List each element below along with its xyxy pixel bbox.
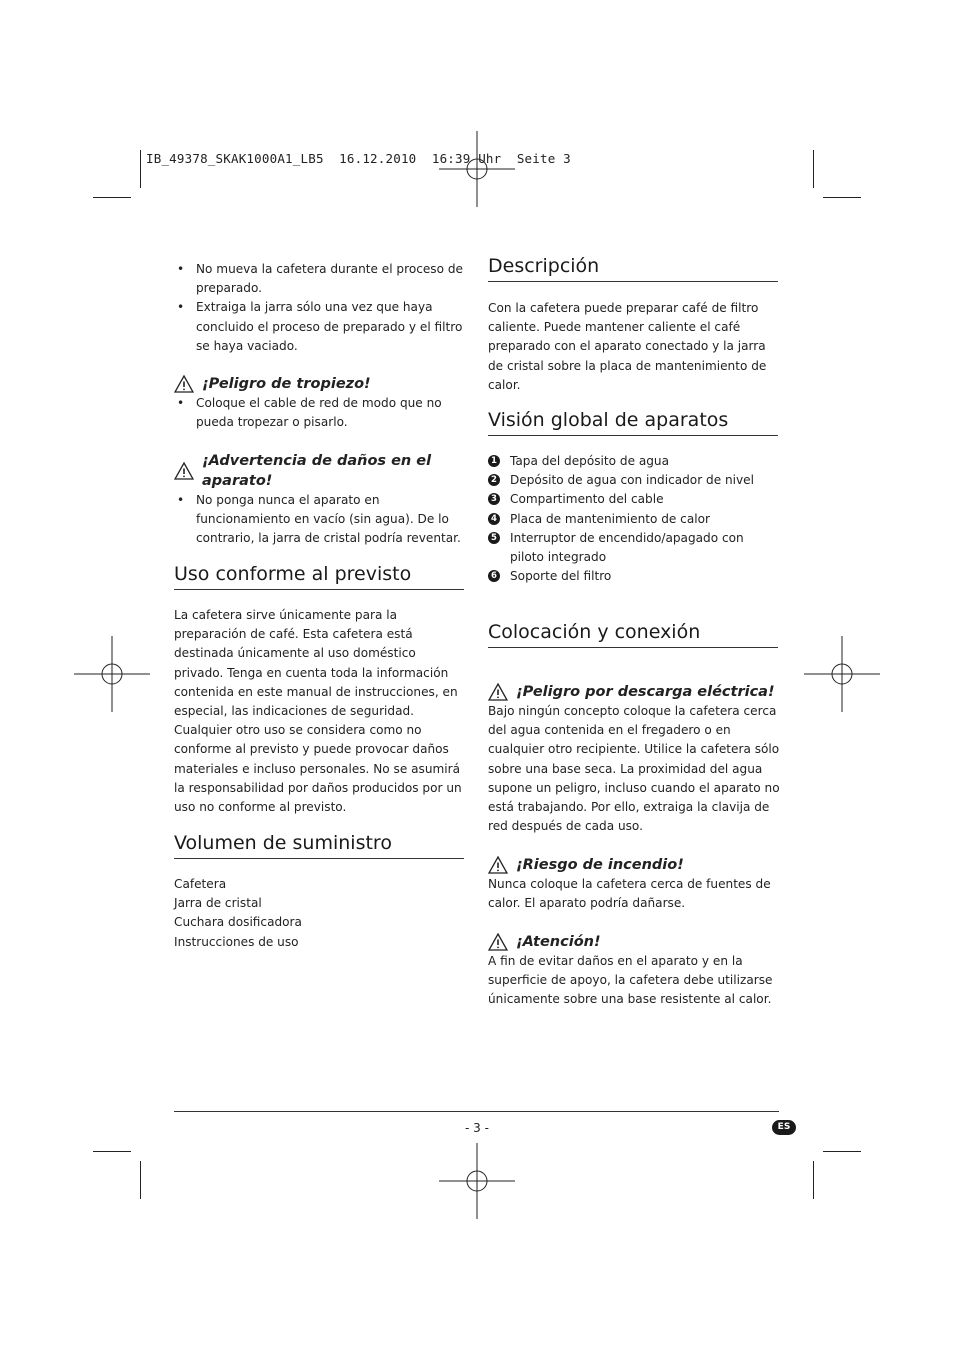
warning-fire (488, 855, 780, 913)
list-item: • No ponga nunca el aparato en funcionamiento en vacío (sin agua). De lo contrario, la jarra de cristal podría reventar. (177, 493, 461, 546)
number-badge: 6 (488, 570, 500, 582)
warning-paragraph: Bajo ningún concepto coloque la cafetera cerca del agua contenida en el fregadero o en cualquier otro recipiente. Utilice la cafetera sólo sobre una base seca. La proximidad del agua supone un peligro, incluso cuando el aparato no está trabajando. Por ello, extraiga la clavija de red después de cada uso. (488, 704, 780, 834)
number-badge: 1 (488, 455, 500, 467)
list-item: Jarra de cristal (174, 896, 262, 911)
warning-attention (488, 932, 780, 1010)
print-slug: IB_49378_SKAK1000A1_LB5 16.12.2010 16:39 Uhr Seite 3 (146, 151, 571, 166)
list-item: 4 Placa de mantenimiento de calor (488, 510, 780, 529)
section-heading-colocacion: Colocación y conexión (488, 620, 778, 648)
warning-triangle-icon (174, 462, 194, 480)
volumen-list (174, 875, 466, 952)
warning-paragraph: Nunca coloque la cafetera cerca de fuentes de calor. El aparato podría dañarse. (488, 877, 771, 911)
descripcion-text-block (488, 299, 780, 395)
uso-text-block (174, 606, 464, 817)
left-column (174, 260, 466, 356)
list-item: 6 Soporte del filtro (488, 567, 780, 586)
section-heading-uso: Uso conforme al previsto (174, 562, 464, 590)
list-item: 1 Tapa del depósito de agua (488, 452, 780, 471)
page-number: - 3 - (465, 1121, 489, 1135)
warning-title: ¡Atención! (488, 932, 780, 952)
list-item: 2 Depósito de agua con indicador de nivel (488, 471, 780, 490)
vision-list (488, 452, 780, 586)
uso-paragraph: La cafetera sirve únicamente para la preparación de café. Esta cafetera está destinada únicamente al uso doméstico privado. Tenga en cuenta toda la información contenida en este manual de instrucciones, en especial, las indicaciones de seguridad. Cualquier otro uso se considera como no conforme al previsto y puede provocar daños materiales e incluso personales. No se asumirá la responsabilidad por daños producidos por un uso no conforme al previsto. (174, 608, 462, 815)
warning-electric-shock (488, 682, 780, 836)
list-item: • Extraiga la jarra sólo una vez que haya concluido el proceso de preparado y el filtro se haya vaciado. (177, 300, 463, 353)
section-heading-vision: Visión global de aparatos (488, 408, 778, 436)
bullet-list-top (174, 260, 466, 356)
warning-tripping (174, 374, 466, 432)
warning-title: ¡Peligro de tropiezo! (174, 374, 466, 394)
list-item: 3 Compartimento del cable (488, 490, 780, 509)
list-item: Cafetera (174, 877, 227, 891)
warning-title: ¡Advertencia de daños en el aparato! (174, 451, 466, 491)
number-badge: 5 (488, 532, 500, 544)
warning-title: ¡Riesgo de incendio! (488, 855, 780, 875)
list-item: • No mueva la cafetera durante el proceso de preparado. (177, 262, 463, 296)
registration-mark-bottom (439, 1143, 515, 1219)
registration-mark-left (74, 636, 150, 712)
list-item: Cuchara dosificadora (174, 915, 302, 930)
registration-mark-right (804, 636, 880, 712)
warning-paragraph: A fin de evitar daños en el aparato y en la superficie de apoyo, la cafetera debe utilizarse únicamente sobre una base resistente al calor. (488, 954, 773, 1007)
list-item: Instrucciones de uso (174, 934, 299, 949)
section-heading-volumen: Volumen de suministro (174, 831, 464, 859)
registration-mark-top (439, 131, 515, 207)
descripcion-paragraph: Con la cafetera puede preparar café de filtro caliente. Puede mantener caliente el café preparado con el aparato conectado y la jarra de cristal sobre la placa de mantenimiento de calor. (488, 301, 767, 392)
warning-appliance-damage (174, 451, 466, 549)
number-badge: 4 (488, 513, 500, 525)
warning-title: ¡Peligro por descarga eléctrica! (488, 682, 780, 702)
section-heading-descripcion: Descripción (488, 254, 778, 282)
language-badge: ES (772, 1120, 796, 1135)
number-badge: 3 (488, 493, 500, 505)
warning-triangle-icon (174, 375, 194, 393)
warning-triangle-icon (488, 683, 508, 701)
list-item: 5 Interruptor de encendido/apagado con piloto integrado (488, 529, 780, 567)
warning-triangle-icon (488, 856, 508, 874)
footer-divider (174, 1111, 779, 1112)
number-badge: 2 (488, 474, 500, 486)
list-item: • Coloque el cable de red de modo que no pueda tropezar o pisarlo. (177, 396, 442, 430)
warning-triangle-icon (488, 933, 508, 951)
